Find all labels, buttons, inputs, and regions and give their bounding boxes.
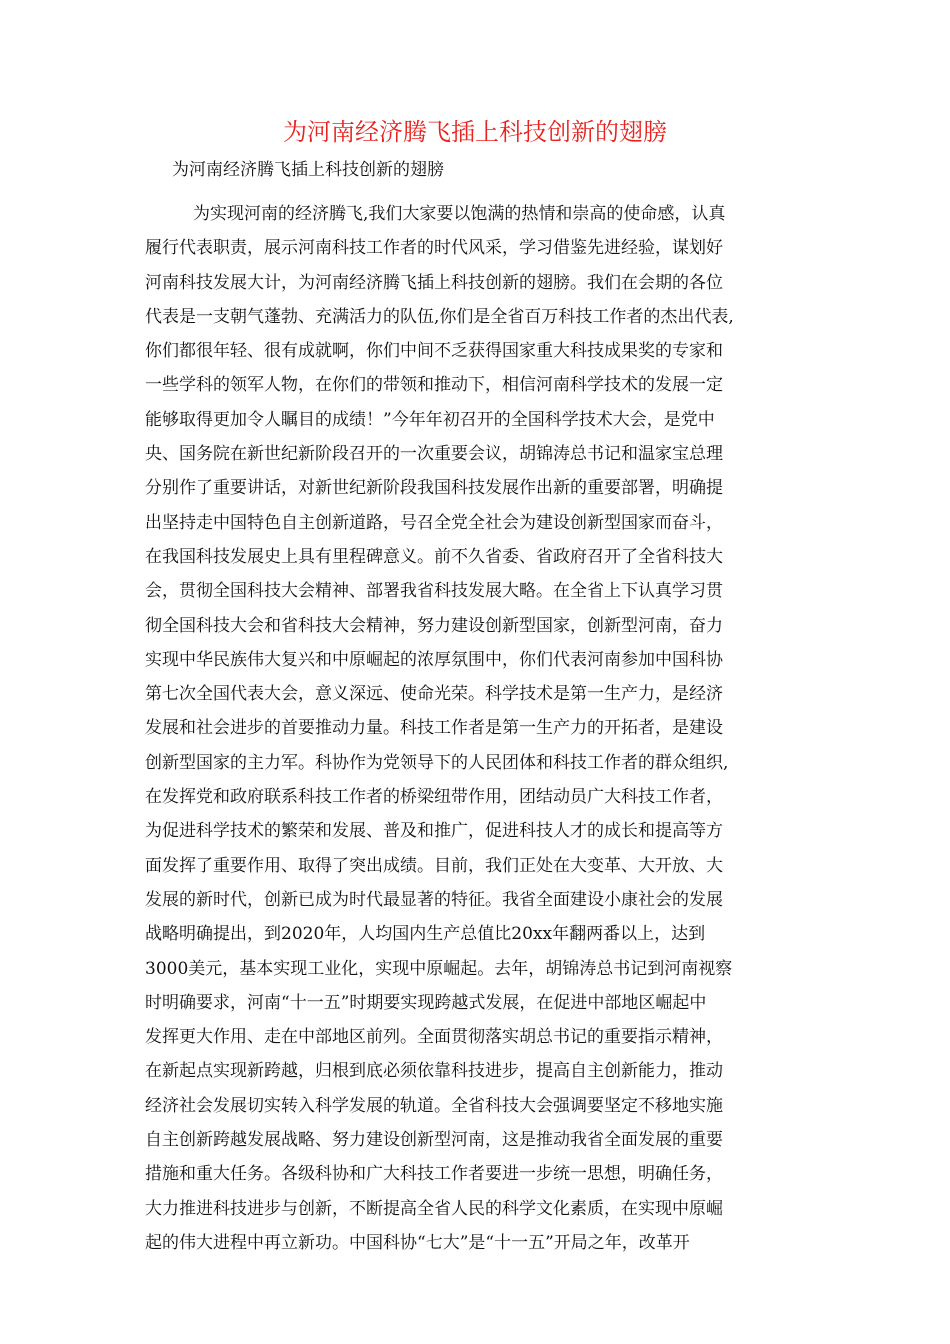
body-line: 面发挥了重要作用、取得了突出成绩。目前，我们正处在大变革、大开放、大: [145, 855, 723, 876]
body-line: 在发挥党和政府联系科技工作者的桥梁纽带作用，团结动员广大科技工作者，: [145, 787, 723, 808]
body-line: 大力推进科技进步与创新，不断提高全省人民的科学文化素质，在实现中原崛: [145, 1198, 723, 1219]
body-line: 你们都很年轻、很有成就啊，你们中间不乏获得国家重大科技成果奖的专家和: [145, 341, 723, 362]
body-line: 在我国科技发展史上具有里程碑意义。前不久省委、省政府召开了全省科技大: [145, 546, 723, 567]
body-line: 为实现河南的经济腾飞,我们大家要以饱满的热情和崇高的使命感，认真: [193, 204, 726, 224]
body-line: 经济社会发展切实转入科学发展的轨道。全省科技大会强调要坚定不移地实施: [145, 1095, 723, 1116]
body-line: 3000美元，基本实现工业化，实现中原崛起。去年，胡锦涛总书记到河南视察: [145, 958, 733, 979]
body-line: 会，贯彻全国科技大会精神、部署我省科技发展大略。在全省上下认真学习贯: [145, 581, 723, 602]
document-subtitle: 为河南经济腾飞插上科技创新的翅膀: [172, 160, 444, 180]
body-line: 彻全国科技大会和省科技大会精神，努力建设创新型国家，创新型河南，奋力: [145, 615, 723, 636]
body-line: 实现中华民族伟大复兴和中原崛起的浓厚氛围中，你们代表河南参加中国科协: [145, 649, 723, 670]
body-line: 能够取得更加令人瞩目的成绩！”今年年初召开的全国科学技术大会，是党中: [145, 409, 715, 430]
body-line: 河南科技发展大计，为河南经济腾飞插上科技创新的翅膀。我们在会期的各位: [145, 272, 723, 293]
body-line: 为促进科学技术的繁荣和发展、普及和推广，促进科技人才的成长和提高等方: [145, 821, 723, 842]
body-line: 央、国务院在新世纪新阶段召开的一次重要会议，胡锦涛总书记和温家宝总理: [145, 444, 723, 465]
body-line: 起的伟大进程中再立新功。中国科协“七大”是“十一五”开局之年，改革开: [145, 1232, 690, 1253]
body-line: 发展的新时代，创新已成为时代最显著的特征。我省全面建设小康社会的发展: [145, 889, 723, 910]
body-line: 措施和重大任务。各级科协和广大科技工作者要进一步统一思想，明确任务，: [145, 1164, 723, 1185]
body-line: 出坚持走中国特色自主创新道路，号召全党全社会为建设创新型国家而奋斗，: [145, 512, 723, 533]
body-line: 时明确要求，河南“十一五”时期要实现跨越式发展，在促进中部地区崛起中: [145, 992, 707, 1013]
body-line: 发挥更大作用、走在中部地区前列。全面贯彻落实胡总书记的重要指示精神，: [145, 1027, 723, 1048]
body-line: 发展和社会进步的首要推动力量。科技工作者是第一生产力的开拓者，是建设: [145, 718, 723, 739]
body-line: 在新起点实现新跨越，归根到底必须依靠科技进步，提高自主创新能力，推动: [145, 1061, 723, 1082]
body-line: 战略明确提出，到2020年，人均国内生产总值比20xx年翻两番以上，达到: [145, 924, 706, 945]
body-line: 代表是一支朝气蓬勃、充满活力的队伍,你们是全省百万科技工作者的杰出代表,: [145, 306, 734, 327]
body-line: 第七次全国代表大会，意义深远、使命光荣。科学技术是第一生产力，是经济: [145, 684, 723, 705]
document-title: 为河南经济腾飞插上科技创新的翅膀: [283, 118, 667, 146]
body-line: 创新型国家的主力军。科协作为党领导下的人民团体和科技工作者的群众组织,: [145, 752, 729, 773]
body-line: 履行代表职责，展示河南科技工作者的时代风采，学习借鉴先进经验，谋划好: [145, 238, 723, 259]
body-line: 一些学科的领军人物，在你们的带领和推动下，相信河南科学技术的发展一定: [145, 375, 723, 396]
body-line: 分别作了重要讲话，对新世纪新阶段我国科技发展作出新的重要部署，明确提: [145, 478, 723, 499]
body-paragraph: [145, 197, 825, 1260]
body-line: 自主创新跨越发展战略、努力建设创新型河南，这是推动我省全面发展的重要: [145, 1130, 723, 1151]
